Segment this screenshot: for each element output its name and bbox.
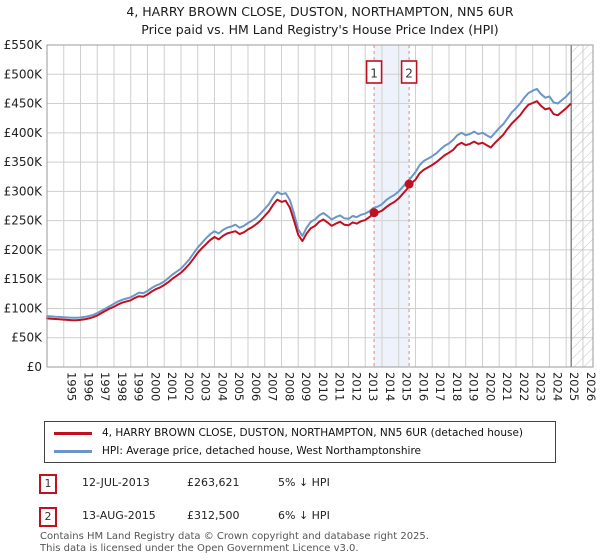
x-tick-label: 2009	[299, 372, 314, 402]
y-tick-label: £400K	[3, 125, 42, 140]
x-tick-label: 2016	[416, 372, 431, 402]
y-tick-label: £200K	[3, 242, 42, 257]
x-tick-label: 2018	[449, 372, 464, 402]
series-line	[47, 101, 570, 320]
y-tick-label: £500K	[3, 67, 42, 82]
x-tick-label: 2014	[382, 372, 397, 402]
legend	[44, 421, 556, 463]
x-tick-label: 2007	[265, 372, 280, 402]
x-tick-label: 2017	[433, 372, 448, 402]
sale-2-hpi-delta: 6% ↓ HPI	[278, 509, 330, 522]
legend-swatch-hpi	[54, 450, 92, 453]
legend-item-property	[45, 426, 555, 441]
x-tick-label: 2008	[282, 372, 297, 402]
x-tick-label: 1996	[81, 372, 96, 402]
x-tick-label: 2005	[232, 372, 247, 402]
sale-2-date: 13-AUG-2015	[82, 509, 156, 522]
legend-item-hpi	[45, 444, 555, 459]
x-tick-label: 2015	[399, 372, 414, 402]
y-tick-label: £50K	[11, 330, 42, 345]
y-tick-label: £350K	[3, 155, 42, 170]
x-tick-label: 2022	[516, 372, 531, 402]
x-tick-label: 2019	[466, 372, 481, 402]
x-tick-label: 2002	[181, 372, 196, 402]
y-tick-label: £300K	[3, 184, 42, 199]
y-tick-label: £250K	[3, 213, 42, 228]
chart-subtitle: Price paid vs. HM Land Registry's House Price Index (HPI)	[141, 22, 499, 37]
x-tick-label: 2006	[248, 372, 263, 402]
sale-1-hpi-delta: 5% ↓ HPI	[278, 476, 330, 489]
legend-swatch-property	[54, 432, 92, 435]
x-tick-label: 2003	[198, 372, 213, 402]
x-tick-label: 2020	[483, 372, 498, 402]
chart-title: 4, HARRY BROWN CLOSE, DUSTON, NORTHAMPTON, NN5 6UR	[126, 4, 514, 19]
x-tick-label: 2013	[366, 372, 381, 402]
footer-licence: This data is licensed under the Open Government Licence v3.0.	[40, 543, 359, 554]
sale-2-number-box: 2	[39, 507, 57, 527]
legend-label-property: 4, HARRY BROWN CLOSE, DUSTON, NORTHAMPTON, NN5 6UR (detached house)	[102, 427, 524, 439]
x-tick-label: 1997	[98, 372, 113, 402]
y-tick-label: £100K	[3, 301, 42, 316]
y-tick-label: £150K	[3, 272, 42, 287]
sale-1-price: £263,621	[187, 476, 240, 489]
sale-price-dot	[405, 180, 414, 189]
x-tick-label: 2021	[500, 372, 515, 402]
y-tick-label: £0	[26, 360, 42, 374]
x-tick-label: 2004	[215, 372, 230, 402]
future-hatch-region	[571, 45, 593, 367]
legend-label-hpi: HPI: Average price, detached house, West Northamptonshire	[102, 445, 421, 457]
x-tick-label: 2011	[332, 372, 347, 402]
sale-price-dot	[370, 208, 379, 217]
y-tick-label: £450K	[3, 96, 42, 111]
sale-marker-label: 2	[405, 66, 413, 81]
series-line	[47, 89, 570, 318]
x-tick-label: 1999	[131, 372, 146, 402]
x-tick-label: 2026	[583, 372, 598, 402]
sale-marker-label: 1	[370, 66, 378, 81]
sale-1-date: 12-JUL-2013	[82, 476, 150, 489]
x-tick-label: 1995	[64, 372, 79, 402]
x-tick-label: 2010	[315, 372, 330, 402]
sale-2-price: £312,500	[187, 509, 240, 522]
x-tick-label: 2024	[550, 372, 565, 402]
plot-border	[47, 45, 593, 367]
x-tick-label: 2012	[349, 372, 364, 402]
x-tick-label: 2025	[567, 372, 582, 402]
x-tick-label: 1998	[114, 372, 129, 402]
footer-copyright: Contains HM Land Registry data © Crown copyright and database right 2025.	[40, 531, 429, 542]
sale-1-number-box: 1	[39, 474, 57, 494]
x-tick-label: 2001	[165, 372, 180, 402]
x-tick-label: 2000	[148, 372, 163, 402]
x-tick-label: 2023	[533, 372, 548, 402]
y-tick-label: £550K	[3, 38, 42, 52]
